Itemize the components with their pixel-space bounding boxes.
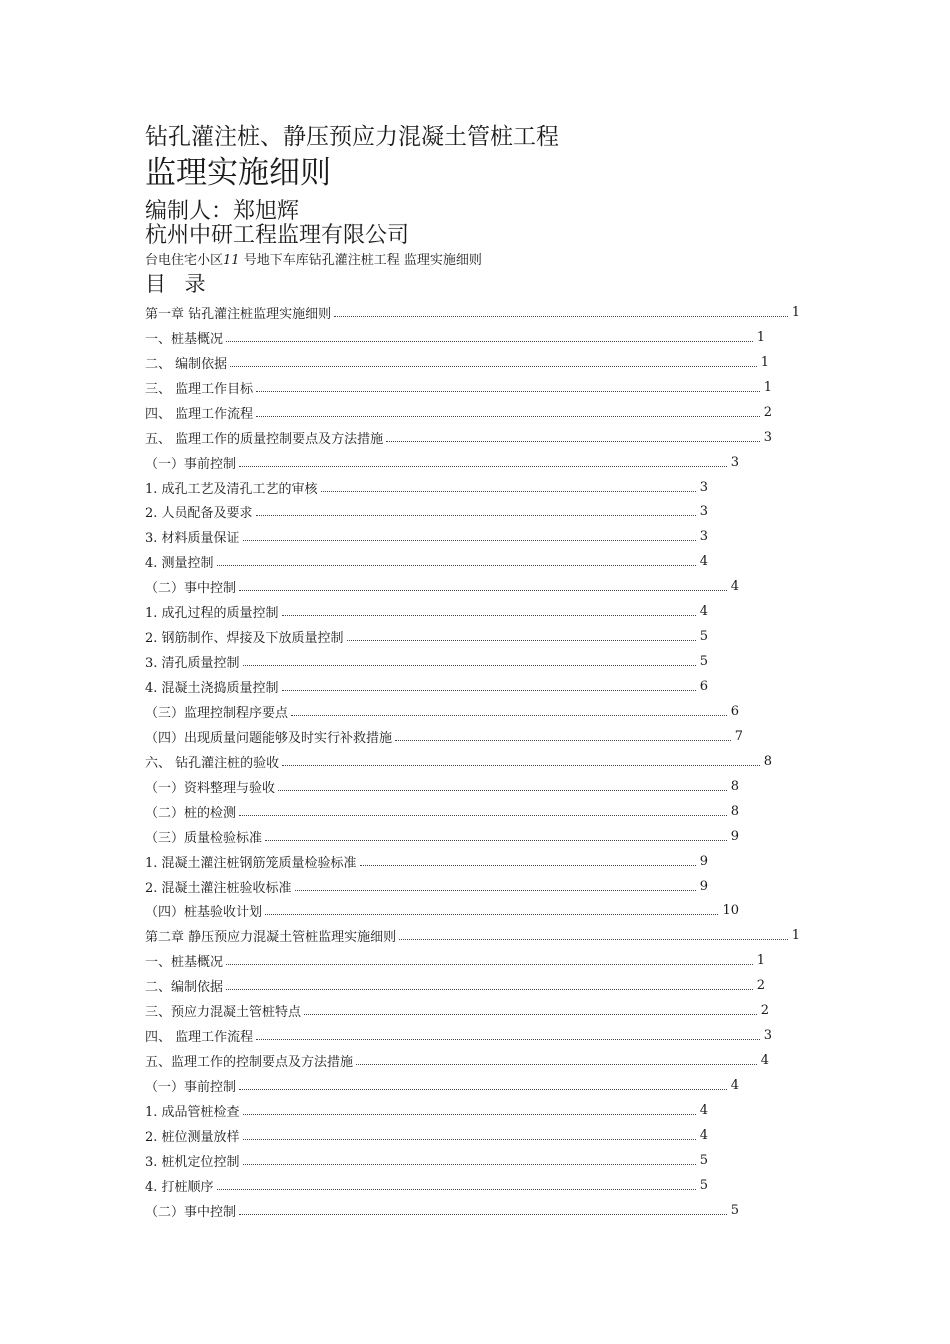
toc-leader-dots <box>226 341 753 342</box>
toc-entry[interactable] <box>145 574 739 599</box>
toc-leader-dots <box>239 466 727 467</box>
toc-entry-label: （二）桩的检测 <box>145 802 237 821</box>
toc-entry[interactable] <box>145 1198 739 1223</box>
toc-leader-dots <box>356 1064 757 1065</box>
toc-leader-dots <box>256 391 760 392</box>
toc-leader-dots <box>239 1089 727 1090</box>
toc-entry[interactable] <box>145 300 800 325</box>
toc-entry[interactable] <box>145 849 708 874</box>
toc-entry[interactable] <box>145 998 769 1023</box>
toc-leader-dots <box>282 615 696 616</box>
toc-page-number: 4 <box>730 579 739 595</box>
toc-entry-label: 1. 混凝土灌注桩钢筋笼质量检验标准 <box>145 852 358 871</box>
toc-entry-label: 一、桩基概况 <box>145 328 224 347</box>
toc-entry-label: 4. 混凝土浇捣质量控制 <box>145 677 280 696</box>
toc-leader-dots <box>226 964 753 965</box>
toc-entry-label: 六、 钻孔灌注桩的验收 <box>145 752 280 771</box>
toc-entry-label: （三）质量检验标准 <box>145 827 263 846</box>
toc-entry-label: （一）事前控制 <box>145 453 237 472</box>
toc-leader-dots <box>243 665 696 666</box>
toc-entry-label: 四、 监理工作流程 <box>145 1026 254 1045</box>
toc-page-number: 3 <box>763 429 772 445</box>
toc-leader-dots <box>239 1214 727 1215</box>
toc-leader-dots <box>282 690 696 691</box>
author-line: 编制人：郑旭辉 <box>145 199 300 224</box>
toc-page-number: 2 <box>756 978 765 994</box>
toc-leader-dots <box>321 491 696 492</box>
toc-entry-label: 五、监理工作的控制要点及方法措施 <box>145 1051 354 1070</box>
toc-entry[interactable] <box>145 524 708 549</box>
toc-leader-dots <box>295 890 696 891</box>
toc-entry-label: （四）出现质量问题能够及时实行补救措施 <box>145 727 393 746</box>
toc-entry[interactable] <box>145 375 772 400</box>
toc-entry-label: 二、 编制依据 <box>145 353 228 372</box>
toc-page-number: 5 <box>699 629 708 645</box>
toc-entry[interactable] <box>145 599 708 624</box>
toc-leader-dots <box>217 1189 696 1190</box>
toc-page-number: 9 <box>730 828 739 844</box>
toc-entry-label: 2. 人员配备及要求 <box>145 502 254 521</box>
subtitle-suffix: 号地下车库钻孔灌注桩工程 监理实施细则 <box>239 253 482 268</box>
toc-leader-dots <box>278 790 727 791</box>
toc-page-number: 3 <box>763 1028 772 1044</box>
toc-leader-dots <box>282 765 760 766</box>
toc-entry-label: （四）桩基验收计划 <box>145 901 263 920</box>
toc-entry-label: （二）事中控制 <box>145 1201 237 1220</box>
toc-entry[interactable] <box>145 549 708 574</box>
toc-entry[interactable] <box>145 674 708 699</box>
toc-leader-dots <box>304 1014 757 1015</box>
toc-entry-label: 三、预应力混凝土管桩特点 <box>145 1001 302 1020</box>
toc-leader-dots <box>243 1164 696 1165</box>
toc-page-number: 10 <box>722 903 739 919</box>
toc-entry-label: 2. 混凝土灌注桩验收标准 <box>145 877 293 896</box>
toc-page-number: 1 <box>756 953 765 969</box>
toc-entry[interactable] <box>145 475 708 500</box>
toc-entry[interactable] <box>145 923 800 948</box>
toc-page-number: 7 <box>734 728 743 744</box>
toc-entry-label: 1. 成品管桩检查 <box>145 1101 241 1120</box>
toc-leader-dots <box>395 740 731 741</box>
toc-entry[interactable] <box>145 1123 708 1148</box>
toc-entry-label: 五、 监理工作的质量控制要点及方法措施 <box>145 428 384 447</box>
toc-entry[interactable] <box>145 350 769 375</box>
toc-page-number: 2 <box>760 1003 769 1019</box>
toc-entry-label: 2. 钢筋制作、焊接及下放质量控制 <box>145 627 345 646</box>
toc-leader-dots <box>243 1139 696 1140</box>
toc-leader-dots <box>256 416 760 417</box>
document-title-line1: 钻孔灌注桩、静压预应力混凝土管桩工程 <box>145 124 559 150</box>
toc-page-number: 4 <box>699 1102 708 1118</box>
toc-entry[interactable] <box>145 874 708 899</box>
toc-page-number: 4 <box>699 554 708 570</box>
subtitle-number: 11 <box>223 253 240 268</box>
toc-entry[interactable] <box>145 624 708 649</box>
toc-page-number: 5 <box>699 654 708 670</box>
document-title-line2: 监理实施细则 <box>145 155 331 191</box>
toc-leader-dots <box>334 316 788 317</box>
toc-heading: 目 录 <box>145 272 212 296</box>
toc-entry[interactable] <box>145 774 739 799</box>
toc-entry[interactable] <box>145 1048 769 1073</box>
toc-leader-dots <box>239 815 727 816</box>
toc-entry[interactable] <box>145 724 743 749</box>
toc-entry[interactable] <box>145 749 772 774</box>
toc-leader-dots <box>243 1114 696 1115</box>
toc-leader-dots <box>256 515 696 516</box>
toc-leader-dots <box>265 840 727 841</box>
toc-entry-label: 3. 材料质量保证 <box>145 527 241 546</box>
toc-entry[interactable] <box>145 824 739 849</box>
project-subtitle <box>145 251 482 271</box>
toc-entry[interactable] <box>145 400 772 425</box>
toc-leader-dots <box>399 939 788 940</box>
toc-entry-label: 三、 监理工作目标 <box>145 378 254 397</box>
toc-page-number: 3 <box>730 454 739 470</box>
toc-page-number: 4 <box>699 604 708 620</box>
toc-entry[interactable] <box>145 899 739 924</box>
toc-entry-label: 一、桩基概况 <box>145 951 224 970</box>
toc-page-number: 8 <box>763 753 772 769</box>
toc-page-number: 1 <box>791 928 800 944</box>
toc-entry-label: （一）资料整理与验收 <box>145 777 276 796</box>
toc-page-number: 8 <box>730 803 739 819</box>
toc-leader-dots <box>230 366 757 367</box>
toc-page-number: 1 <box>791 304 800 320</box>
toc-page-number: 3 <box>699 479 708 495</box>
toc-leader-dots <box>217 565 696 566</box>
toc-page-number: 1 <box>760 354 769 370</box>
toc-entry[interactable] <box>145 1023 772 1048</box>
toc-page-number: 5 <box>730 1202 739 1218</box>
toc-leader-dots <box>239 590 727 591</box>
toc-entry-label: 2. 桩位测量放样 <box>145 1126 241 1145</box>
toc-page-number: 4 <box>699 1127 708 1143</box>
toc-entry-label: 四、 监理工作流程 <box>145 403 254 422</box>
toc-entry[interactable] <box>145 799 739 824</box>
toc-entry[interactable] <box>145 1073 739 1098</box>
toc-leader-dots <box>386 441 760 442</box>
toc-entry[interactable] <box>145 649 708 674</box>
toc-leader-dots <box>347 640 696 641</box>
toc-entry[interactable] <box>145 325 765 350</box>
toc-leader-dots <box>256 1039 760 1040</box>
toc-leader-dots <box>243 540 696 541</box>
toc-page-number: 5 <box>699 1152 708 1168</box>
company-name: 杭州中研工程监理有限公司 <box>145 223 410 248</box>
toc-page-number: 8 <box>730 778 739 794</box>
toc-entry[interactable] <box>145 1098 708 1123</box>
toc-entry-label: （三）监理控制程序要点 <box>145 702 289 721</box>
toc-page-number: 6 <box>699 679 708 695</box>
toc-entry[interactable] <box>145 425 772 450</box>
toc-page-number: 3 <box>699 504 708 520</box>
toc-entry-label: 第二章 静压预应力混凝土管桩监理实施细则 <box>145 926 397 945</box>
subtitle-prefix: 台电住宅小区 <box>145 253 224 268</box>
toc-entry[interactable] <box>145 500 708 525</box>
toc-leader-dots <box>360 865 696 866</box>
toc-page-number: 4 <box>760 1053 769 1069</box>
toc-entry[interactable] <box>145 1148 708 1173</box>
toc-page-number: 5 <box>699 1177 708 1193</box>
toc-entry-label: （一）事前控制 <box>145 1076 237 1095</box>
toc-entry-label: 4. 打桩顺序 <box>145 1176 215 1195</box>
toc-entry[interactable] <box>145 699 739 724</box>
toc-entry-label: 第一章 钻孔灌注桩监理实施细则 <box>145 303 332 322</box>
toc-entry-label: 3. 桩机定位控制 <box>145 1151 241 1170</box>
toc-entry-label: （二）事中控制 <box>145 577 237 596</box>
toc-entry[interactable] <box>145 450 739 475</box>
table-of-contents <box>145 300 805 1223</box>
toc-entry[interactable] <box>145 1173 708 1198</box>
toc-entry[interactable] <box>145 948 765 973</box>
toc-page-number: 1 <box>763 379 772 395</box>
toc-entry-label: 4. 测量控制 <box>145 552 215 571</box>
toc-leader-dots <box>226 989 753 990</box>
toc-entry-label: 1. 成孔过程的质量控制 <box>145 602 280 621</box>
toc-leader-dots <box>265 914 718 915</box>
toc-entry-label: 二、编制依据 <box>145 976 224 995</box>
toc-page-number: 2 <box>763 404 772 420</box>
toc-page-number: 4 <box>730 1078 739 1094</box>
toc-page-number: 9 <box>699 853 708 869</box>
toc-page-number: 6 <box>730 703 739 719</box>
toc-entry-label: 3. 清孔质量控制 <box>145 652 241 671</box>
toc-page-number: 3 <box>699 529 708 545</box>
toc-page-number: 9 <box>699 878 708 894</box>
toc-entry-label: 1. 成孔工艺及清孔工艺的审核 <box>145 478 319 497</box>
toc-entry[interactable] <box>145 973 765 998</box>
toc-leader-dots <box>291 715 727 716</box>
toc-page-number: 1 <box>756 329 765 345</box>
